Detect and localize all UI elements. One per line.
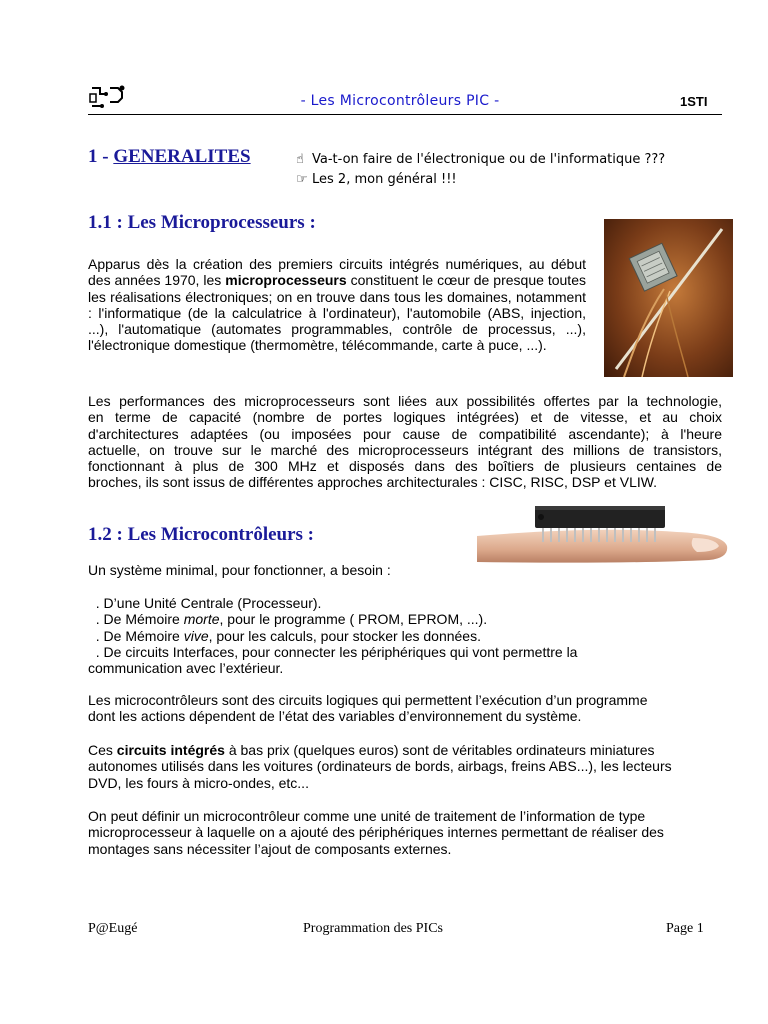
circuit-logo-icon bbox=[88, 84, 128, 110]
microchip-on-needle-photo bbox=[604, 219, 733, 377]
list-item-text: . De circuits Interfaces, pour connecter les périphériques qui vont permettre la bbox=[95, 643, 578, 660]
text-line: dont les actions dépendent de l’état des variables d’environnement du système. bbox=[88, 708, 582, 725]
list-item-text: . De Mémoire bbox=[95, 611, 184, 628]
list-item-text: . D’une Unité Centrale (Processeur). bbox=[95, 595, 322, 611]
paragraph-definition-circuits bbox=[88, 692, 722, 725]
header-rule bbox=[88, 114, 722, 115]
section-heading-generalites bbox=[88, 146, 251, 168]
footer-page-number: Page 1 bbox=[666, 921, 704, 936]
text-line: montages sans nécessiter l’ajout de composants externes. bbox=[88, 840, 452, 857]
list-item-text: . De Mémoire bbox=[95, 627, 184, 644]
list-item-text: , pour les calculs, pour stocker les données. bbox=[208, 627, 481, 644]
list-item-text: , pour le programme ( PROM, EPROM, ...). bbox=[219, 611, 488, 628]
text-line: autonomes utilisés dans les voitures (ordinateurs de bords, airbags, freins ABS...), les lecteurs bbox=[88, 758, 672, 775]
list-item bbox=[88, 628, 648, 644]
text-line: Les performances des microprocesseurs sont liées aux possibilités offertes par la technologie, bbox=[88, 393, 722, 409]
footer-title: Programmation des PICs bbox=[303, 921, 443, 936]
text-line: DVD, les fours à micro-ondes, etc... bbox=[88, 774, 309, 791]
text-fragment: Ces bbox=[88, 742, 117, 758]
paragraph-definition-microcontroleur bbox=[88, 808, 728, 857]
paragraph-circuits-integres bbox=[88, 742, 728, 791]
section-title: GENERALITES bbox=[113, 146, 251, 167]
text-line: Les microcontrôleurs sont des circuits logiques qui permettent l’exécution d’un programme bbox=[88, 692, 648, 708]
italic-term: vive bbox=[183, 627, 209, 644]
paragraph-systeme-minimal: Un système minimal, pour fonctionner, a besoin : bbox=[88, 562, 391, 578]
text-line: en terme de capacité (nombre de portes logiques intégrées) et de vitesse, et au choix bbox=[88, 409, 722, 426]
list-item-continuation: communication avec l’extérieur. bbox=[88, 660, 284, 677]
chip-on-finger-photo bbox=[477, 500, 730, 567]
paragraph-text: Apparus dès la création des premiers circuits intégrés numériques, au début des années 1970, les bbox=[88, 256, 586, 289]
text-line: d'architectures adaptées (ou imposées pour cause de compatibilité ascendante); à l'heure bbox=[88, 425, 722, 442]
text-line: On peut définir un microcontrôleur comme une unité de traitement de l’information de type bbox=[88, 808, 646, 824]
list-item bbox=[88, 644, 648, 660]
aside-answer-text: Les 2, mon général !!! bbox=[312, 172, 457, 187]
bold-term: circuits intégrés bbox=[116, 742, 225, 758]
paragraph-microprocesseurs-intro bbox=[88, 256, 586, 354]
aside-answer bbox=[296, 172, 457, 187]
footer-author: P@Eugé bbox=[88, 921, 138, 936]
requirements-list bbox=[88, 595, 648, 676]
hand-pointing-icon: ☝ bbox=[296, 152, 304, 167]
italic-term: morte bbox=[183, 611, 220, 628]
text-line: fonctionnant à plus de 300 MHz et disposés dans des boîtiers de plusieurs centaines de bbox=[88, 458, 722, 475]
text-fragment: à bas prix (quelques euros) sont de véritables ordinateurs miniatures bbox=[224, 742, 655, 758]
paragraph-text: constituent le cœur de presque toutes les réalisations électroniques; on en trouve dans tous les domaines, notamment : l'informatique (de la calculatrice à l'ordinateur), l'automobile (ABS, injection, ...), l'automatique (automates programmables, contrôle de processus, ...), l'électronique domestique (thermomètre, télécommande, carte à puce, ...). bbox=[88, 272, 586, 354]
class-code: 1STI bbox=[680, 94, 708, 109]
text-line bbox=[88, 742, 728, 758]
hand-pointing-right-icon: ☞ bbox=[296, 172, 308, 187]
list-item bbox=[88, 595, 648, 611]
document-title: - Les Microcontrôleurs PIC - bbox=[300, 93, 500, 109]
text-line: microprocesseur à laquelle on a ajouté des périphériques internes permettant de réaliser des bbox=[88, 824, 664, 841]
section-number: 1 - bbox=[88, 146, 114, 167]
section-heading-microprocesseurs: 1.1 : Les Microprocesseurs : bbox=[88, 212, 316, 233]
aside-question-text: Va-t-on faire de l'électronique ou de l'informatique ??? bbox=[312, 152, 666, 167]
list-item bbox=[88, 611, 648, 627]
text-line: broches, ils sont issus de différentes approches architecturales : CISC, RISC, DSP et VLIW. bbox=[88, 474, 658, 491]
section-heading-microcontroleurs: 1.2 : Les Microcontrôleurs : bbox=[88, 524, 315, 545]
aside-question bbox=[296, 152, 665, 167]
text-line: actuelle, on trouve sur le marché des microprocesseurs intégrant des millions de transistors, bbox=[88, 441, 722, 458]
paragraph-performances bbox=[88, 393, 722, 491]
bold-term: microprocesseurs bbox=[225, 272, 347, 289]
